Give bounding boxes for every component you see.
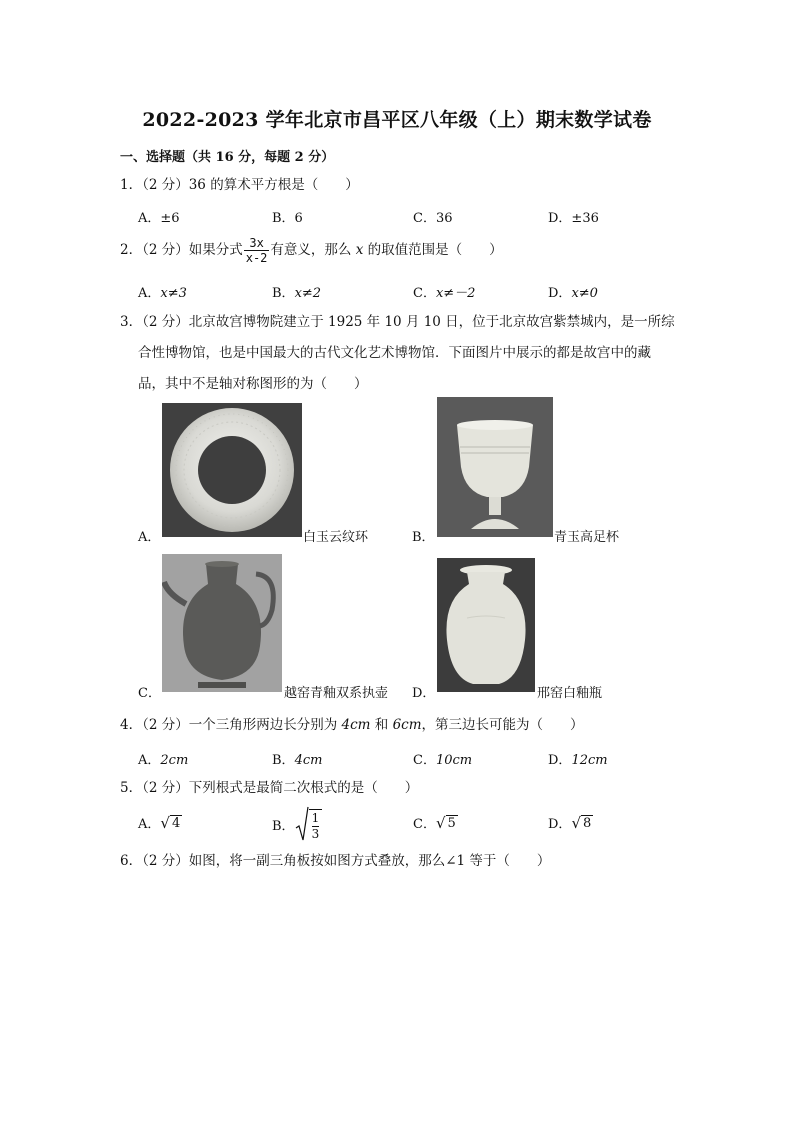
square-root-5 [436,815,458,831]
question-4-side-1: 4cm [341,717,371,733]
question-4-option-a [138,749,188,768]
question-2-suffix: 的取值范围是（ ） [363,242,503,258]
option-letter: A． [138,817,161,832]
question-3-line-1: 3．（2 分）北京故宫博物院建立于 1925 年 10 月 10 日，位于北京故宫紫禁城内，是一所综 [120,314,675,330]
option-value: 12cm [571,753,608,768]
option-letter: B． [272,286,295,301]
question-4-option-c [413,749,472,768]
option-letter: B． [272,818,295,834]
radical-sign: √ [435,814,446,832]
question-4-part-3: ，第三边长可能为（ ） [421,717,584,733]
radical-sign [295,806,309,842]
radicand: 8 [583,816,592,831]
fraction-denominator: 3 [311,827,320,841]
question-3-option-b-caption: 青玉高足杯 [554,530,620,545]
option-expression: x≠2 [294,286,322,301]
question-2-option-b [272,282,321,301]
question-5-option-d [548,813,593,832]
question-1-option-b: B．6 [272,211,303,226]
question-5-stem: 5．（2 分）下列根式是最简二次根式的是（ ） [120,780,419,796]
question-3-option-a-caption: 白玉云纹环 [303,530,369,545]
fraction-3x-over-x-2 [244,236,270,265]
jade-ring-photo [162,403,302,537]
question-2-option-c [413,282,475,301]
question-3-option-c-caption: 越窑青釉双系执壶 [284,686,389,701]
question-2-variable: x [355,242,364,258]
question-2-mid: 有意义，那么 [270,242,356,258]
option-value: 10cm [435,753,473,768]
question-5-option-a [138,813,182,832]
question-2-option-d [548,282,598,301]
square-root-8 [571,815,593,831]
question-4-stem [120,714,584,736]
question-4-side-2: 6cm [392,717,422,733]
option-expression: x≠0 [571,286,598,301]
question-3-option-d-caption: 邢窑白釉瓶 [537,686,603,701]
option-letter: C． [413,753,436,768]
question-1-stem: 1．（2 分）36 的算术平方根是（ ） [120,177,359,193]
radical-sign: √ [571,814,581,832]
question-1-option-a: A．±6 [138,211,180,226]
option-expression: x≠－2 [435,286,476,301]
question-1-option-d: D．±36 [548,211,599,226]
exam-title: 2022-2023 学年北京市昌平区八年级（上）期末数学试卷 [142,109,652,131]
fraction-numerator: 1 [311,811,320,825]
question-3-option-c-letter: C． [138,686,161,701]
option-letter: D． [548,753,572,768]
question-2-option-a [138,282,187,301]
radicand-fraction [309,809,323,842]
question-3-line-3: 品，其中不是轴对称图形的为（ ） [138,376,368,392]
question-4-option-b [272,749,322,768]
question-4-option-d [548,749,608,768]
option-letter: A． [138,753,161,768]
square-root-one-third [295,806,323,842]
radical-sign: √ [160,814,170,832]
option-letter: D． [548,286,572,301]
section-heading: 一、选择题（共 16 分，每题 2 分） [120,150,335,165]
question-5-option-b [272,806,322,842]
option-value: 2cm [160,753,189,768]
question-1-option-c: C．36 [413,211,453,226]
option-letter: C． [413,817,436,832]
radicand: 4 [171,816,181,831]
question-6-stem: 6．（2 分）如图，将一副三角板按如图方式叠放，那么∠1 等于（ ） [120,853,551,869]
option-letter: A． [138,286,161,301]
stem-cup-photo [437,397,553,537]
radicand: 5 [447,816,456,831]
option-letter: B． [272,753,295,768]
square-root-4 [160,815,182,831]
option-letter: C． [413,286,436,301]
question-2-stem [120,236,503,265]
fraction-denominator: x-2 [245,251,268,265]
option-letter: D． [548,817,572,832]
fraction-numerator: 3x [249,236,264,250]
question-5-option-c [413,813,458,832]
question-3-line-2: 合性博物馆，也是中国最大的古代文化艺术博物馆．下面图片中展示的都是故宫中的藏 [138,345,651,361]
question-3-option-d-letter: D． [412,686,436,701]
option-value: 4cm [294,753,323,768]
question-4-part-1: 4．（2 分）一个三角形两边长分别为 [120,717,342,733]
question-3-option-b-letter: B． [412,530,435,545]
question-3-option-a-letter: A． [138,530,161,545]
question-4-part-2: 和 [370,717,393,733]
ewer-photo [162,554,282,692]
option-expression: x≠3 [160,286,187,301]
vase-photo [437,558,535,692]
question-2-prefix: 2．（2 分）如果分式 [120,242,243,258]
